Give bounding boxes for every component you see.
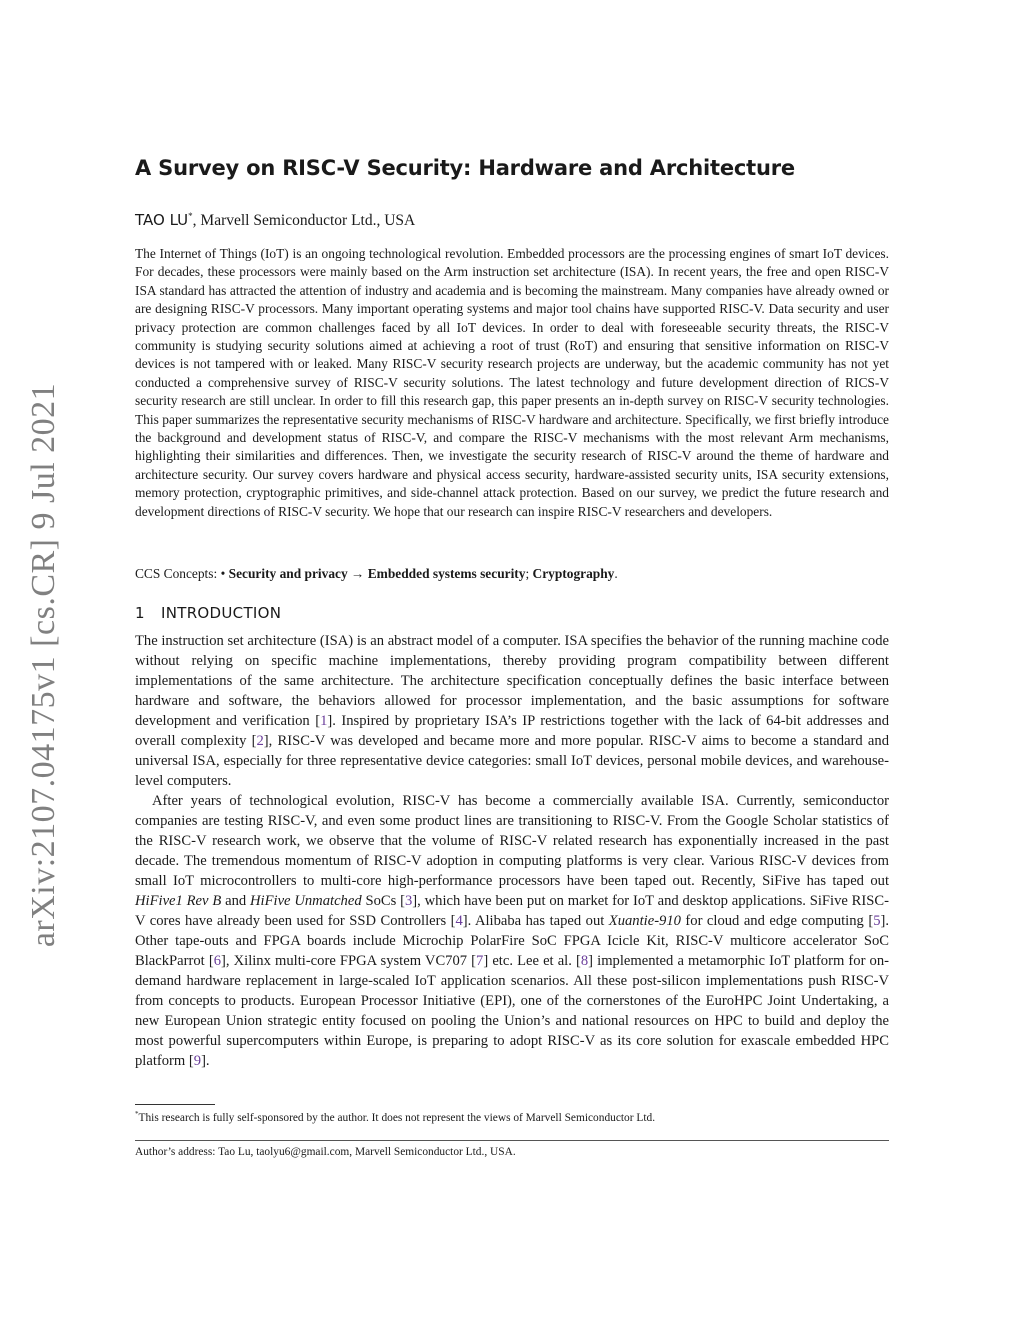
product-name: HiFive1 Rev B [135, 893, 222, 909]
ccs-concept-cryptography: Cryptography [532, 566, 615, 581]
paragraph-2 [135, 791, 889, 1071]
author-affiliation: , Marvell Semiconductor Ltd., USA [192, 212, 416, 230]
product-name: Xuantie-910 [608, 913, 681, 929]
paragraph-text: ], Xilinx multi-core FPGA system VC707 [ [220, 953, 477, 969]
ccs-separator: ; [525, 566, 533, 581]
citation-link[interactable]: 5 [873, 913, 881, 929]
address-divider [135, 1140, 889, 1141]
paragraph-text: ] implemented a metamorphic IoT platform for on-demand hardware replacement in large-scaled IoT application scenarios. All these post-silicon implementations push RISC-V from concepts to products. European Processor Initiative (EPI), one of the cornerstones of the EuroHPC Joint Undertaking, a new European Union strategic entity focused on pooling the Union’s and national resources on HPC to build and deploy the most powerful supercomputers within Europe, is preparing to adopt RISC-V as its core solution for exascale embedded HPC platform [ [135, 953, 890, 1069]
paragraph-1 [135, 631, 889, 791]
citation-link[interactable]: 2 [256, 733, 264, 749]
paragraph-text: ], which have been put on market for IoT and desktop applications. SiFive RISC-V cores have already been used for SSD Controllers [ [135, 893, 889, 929]
paragraph-text: ]. Inspired by proprietary ISA’s IP restrictions together with the lack of 64-bit addresses and overall complexity [ [135, 713, 890, 749]
ccs-concept-security-privacy: Security and privacy [228, 566, 348, 581]
paragraph-text: ], RISC-V was developed and became more and more popular. RISC-V aims to become a standard and universal ISA, especially for three representative device categories: small IoT devices, personal mobile devices, and warehouse-level computers. [135, 733, 889, 789]
section-number: 1 [135, 604, 145, 622]
paragraph-text: and [221, 893, 250, 909]
ccs-concept-embedded-security: Embedded systems security [367, 566, 526, 581]
product-name: HiFive Unmatched [250, 893, 362, 909]
introduction-body [135, 631, 889, 1071]
footnote-divider [135, 1104, 215, 1105]
paragraph-text: ]. Alibaba has taped out [462, 913, 609, 929]
paragraph-text: The instruction set architecture (ISA) is an abstract model of a computer. ISA specifies the behavior of the running machine code without relying on specific machine implementations, thereby providing program compatibility between different implementations of the same architecture. The architecture specification conceptually defines the basic interface between hardware and software, the behaviors allowed for processor implementation, and the basic assumptions for software development and verification [ [135, 633, 889, 729]
footnote-marker: * [135, 1110, 139, 1118]
paragraph-text: After years of technological evolution, RISC-V has become a commercially available ISA. Currently, semiconductor companies are testing RISC-V, and even some product lines are transitioning to RISC-V. From the Google Scholar statistics of the RISC-V research work, we observe that the volume of RISC-V related research has exponentially increased in the past decade. The tremendous momentum of RISC-V adoption in computing platforms is very clear. Various RISC-V devices from small IoT microcontrollers to multi-core high-performance processors have been taped out. Recently, SiFive has taped out [135, 793, 889, 889]
citation-link[interactable]: 8 [580, 953, 589, 969]
paragraph-text: ]. [201, 1053, 210, 1069]
ccs-arrow: → [347, 566, 368, 581]
author-line [135, 211, 415, 230]
paper-title: A Survey on RISC-V Security: Hardware and Architecture [135, 156, 795, 180]
ccs-label: CCS Concepts: [135, 566, 221, 581]
author-name: TAO LU [135, 211, 189, 230]
footnote-text: This research is fully self-sponsored by the author. It does not represent the views of Marvell Semiconductor Ltd. [138, 1111, 656, 1124]
paragraph-text: ]. Other tape-outs and FPGA boards include Microchip PolarFire SoC FPGA Icicle Kit, RISC-V multicore accelerator SoC BlackParrot [ [135, 913, 889, 969]
footnote [135, 1110, 655, 1124]
citation-link[interactable]: 6 [213, 953, 221, 969]
arxiv-stamp: arXiv:2107.04175v1 [cs.CR] 9 Jul 2021 [25, 382, 62, 948]
section-heading-introduction [135, 604, 281, 622]
section-title: INTRODUCTION [161, 604, 282, 622]
ccs-bullet: • [220, 566, 226, 581]
paragraph-text: SoCs [ [361, 893, 405, 909]
paragraph-text: for cloud and edge computing [ [680, 913, 874, 929]
citation-link[interactable]: 3 [404, 893, 413, 909]
author-footnote-marker: * [188, 211, 193, 221]
citation-link[interactable]: 7 [476, 953, 484, 969]
citation-link[interactable]: 9 [193, 1053, 202, 1069]
ccs-concepts [135, 566, 618, 582]
author-address: Author’s address: Tao Lu, taolyu6@gmail.com, Marvell Semiconductor Ltd., USA. [135, 1146, 516, 1158]
paragraph-text: ] etc. Lee et al. [ [483, 953, 581, 969]
ccs-end: . [614, 566, 618, 581]
citation-link[interactable]: 4 [455, 913, 463, 929]
abstract: The Internet of Things (IoT) is an ongoing technological revolution. Embedded processors are the processing engines of smart IoT devices. For decades, these processors were mainly based on the Arm instruction set architecture (ISA). In recent years, the free and open RISC-V ISA standard has attracted the attention of industry and academia and is becoming the mainstream. Many companies have already owned or are designing RISC-V processors. Many important operating systems and major tool chains have supported RISC-V. Data security and user privacy protection are common challenges faced by all IoT devices. In order to deal with foreseeable security threats, the RISC-V community is studying security solutions aimed at achieving a root of trust (RoT) and ensuring that sensitive information on RISC-V devices is not tampered with or leaked. Many RISC-V security research projects are underway, but the academic community has not yet conducted a comprehensive survey of RISC-V security solutions. The latest technology and future development direction of RICS-V security research are still unclear. In order to fill this research gap, this paper presents an in-depth survey on RISC-V security technologies. This paper summarizes the representative security mechanisms of RISC-V hardware and architecture. Specifically, we first briefly introduce the background and development status of RISC-V, and compare the RISC-V mechanisms with the most relevant Arm mechanisms, highlighting their similarities and differences. Then, we investigate the security research of RISC-V around the theme of hardware and architecture security. Our survey covers hardware and physical access security, hardware-assisted security units, ISA security extensions, memory protection, cryptographic primitives, and side-channel attack protection. Based on our survey, we predict the future research and development directions of RISC-V security. We hope that our research can inspire RISC-V researchers and developers. [135, 246, 889, 519]
citation-link[interactable]: 1 [320, 713, 328, 729]
